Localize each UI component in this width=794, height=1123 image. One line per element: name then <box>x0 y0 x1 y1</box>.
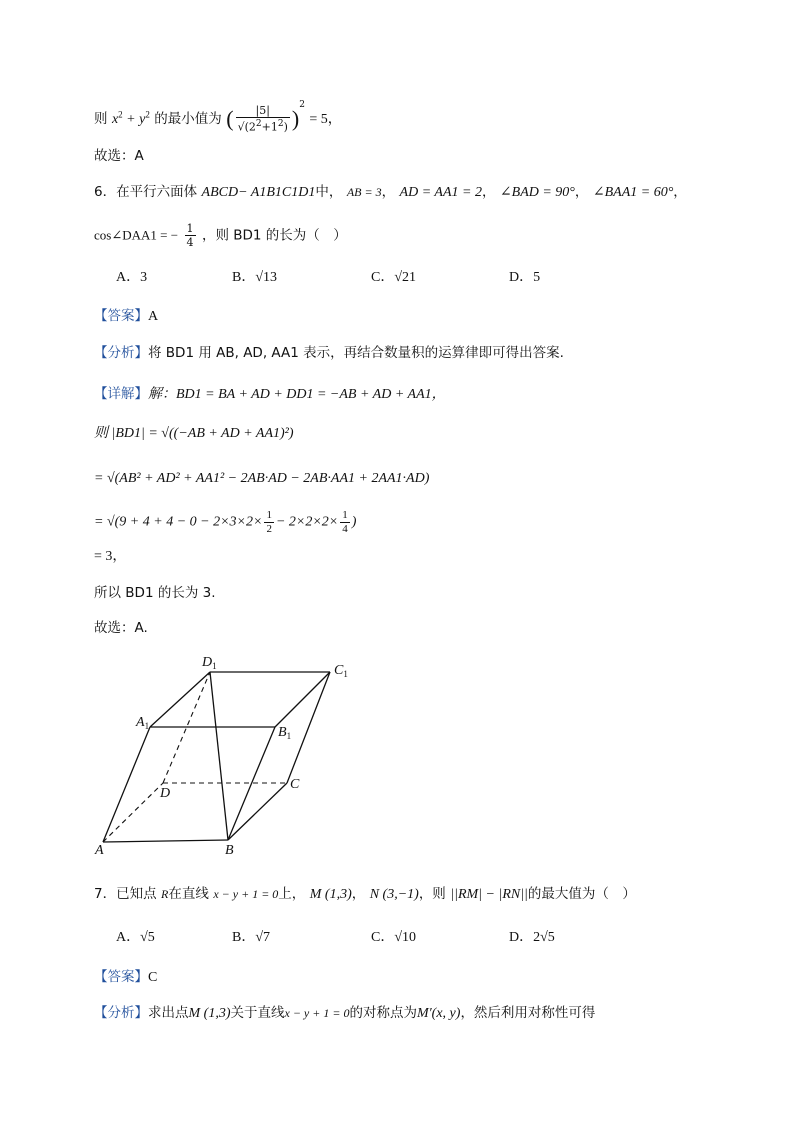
label-b: B <box>225 843 234 858</box>
min-value-line: 则 $x^2 + y^2$ 的最小值为 ( $\frac{|5|}{√(2^2+1^2)}$ )$^2$ = 5， <box>94 100 342 134</box>
q6-detail-line4: = √(9 + 4 + 4 − 0 − 2×3×2× $\frac{1}{2}$ − 2×2×2× $\frac{1}{4}$ ) <box>94 509 357 535</box>
label-a: A <box>95 843 104 858</box>
edge-a-a1 <box>103 727 150 842</box>
q7-stem: 7．已知点 R在直线 x − y + 1 = 0上， M (1,3)， N (3,−1)，则 ||RM| − |RN||的最大值为（ ） <box>94 886 636 902</box>
q6-detail-line5: = 3， <box>94 549 127 564</box>
q7-analysis: 【分析】求出点M (1,3)关于直线x − y + 1 = 0的对称点为M′(x, y)，然后利用对称性可得 <box>94 1005 596 1021</box>
label-d: D <box>160 786 171 801</box>
label-a1: $A_1$ <box>136 715 150 731</box>
q7-option-d: D．2√5 <box>509 930 555 945</box>
q6-option-b: B．√13 <box>232 270 278 285</box>
q7-option-a: A．√5 <box>116 930 155 945</box>
q6-detail-line1: 【详解】解：BD1 = BA + AD + DD1 = −AB + AD + AA1， <box>94 386 446 402</box>
edge-a-d-hidden <box>103 783 163 842</box>
q6-stem-line2: cos∠DAA1 = − $\frac{1}{4}$ ，则 BD1 的长为（ ） <box>94 222 347 249</box>
q6-detail-line3: = √(AB² + AD² + AA1² − 2AB·AD − 2AB·AA1 + 2AA1·AD) <box>94 471 430 486</box>
label-c1: $C_1$ <box>334 663 348 679</box>
q7-answer: 【答案】C <box>94 969 158 985</box>
label-b1: $B_1$ <box>278 725 292 741</box>
segment-b-d1 <box>210 672 228 840</box>
q6-conclusion: 所以 BD1 的长为 3. <box>94 585 216 601</box>
q6-option-a: A．3 <box>116 270 148 285</box>
q6-stem-line1: 6．在平行六面体 ABCD− A1B1C1D1中， AB = 3， AD = AA1 = 2， ∠BAD = 90°， ∠BAA1 = 60°， <box>94 184 687 200</box>
label-d1: $D_1$ <box>202 655 217 671</box>
min-value-fraction: ( <box>226 106 234 131</box>
parallelepiped-figure <box>90 650 370 860</box>
quarter-fraction: $\frac{1}{4}$ <box>186 222 194 249</box>
edge-c1-b1 <box>275 672 330 727</box>
label-c: C <box>290 777 300 792</box>
q6-option-d: D．5 <box>509 270 541 285</box>
edge-a-b <box>103 840 228 842</box>
prev-choice: 故选：A <box>94 148 144 164</box>
q6-option-c: C．√21 <box>371 270 417 285</box>
edge-a1-d1 <box>150 672 210 727</box>
xy-expression: $x^2 + y^2$ <box>111 109 150 127</box>
q7-option-c: C．√10 <box>371 930 417 945</box>
edge-b-c <box>228 783 287 840</box>
q6-analysis: 【分析】将 BD1 用 AB, AD, AA1 表示，再结合数量积的运算律即可得出答案. <box>94 345 564 361</box>
q6-choice: 故选：A. <box>94 620 148 636</box>
edge-c-c1 <box>287 672 330 783</box>
q7-option-b: B．√7 <box>232 930 271 945</box>
q6-detail-line2: 则 |BD1| = √((−AB + AD + AA1)²) <box>94 426 294 441</box>
q6-answer: 【答案】A <box>94 308 159 324</box>
